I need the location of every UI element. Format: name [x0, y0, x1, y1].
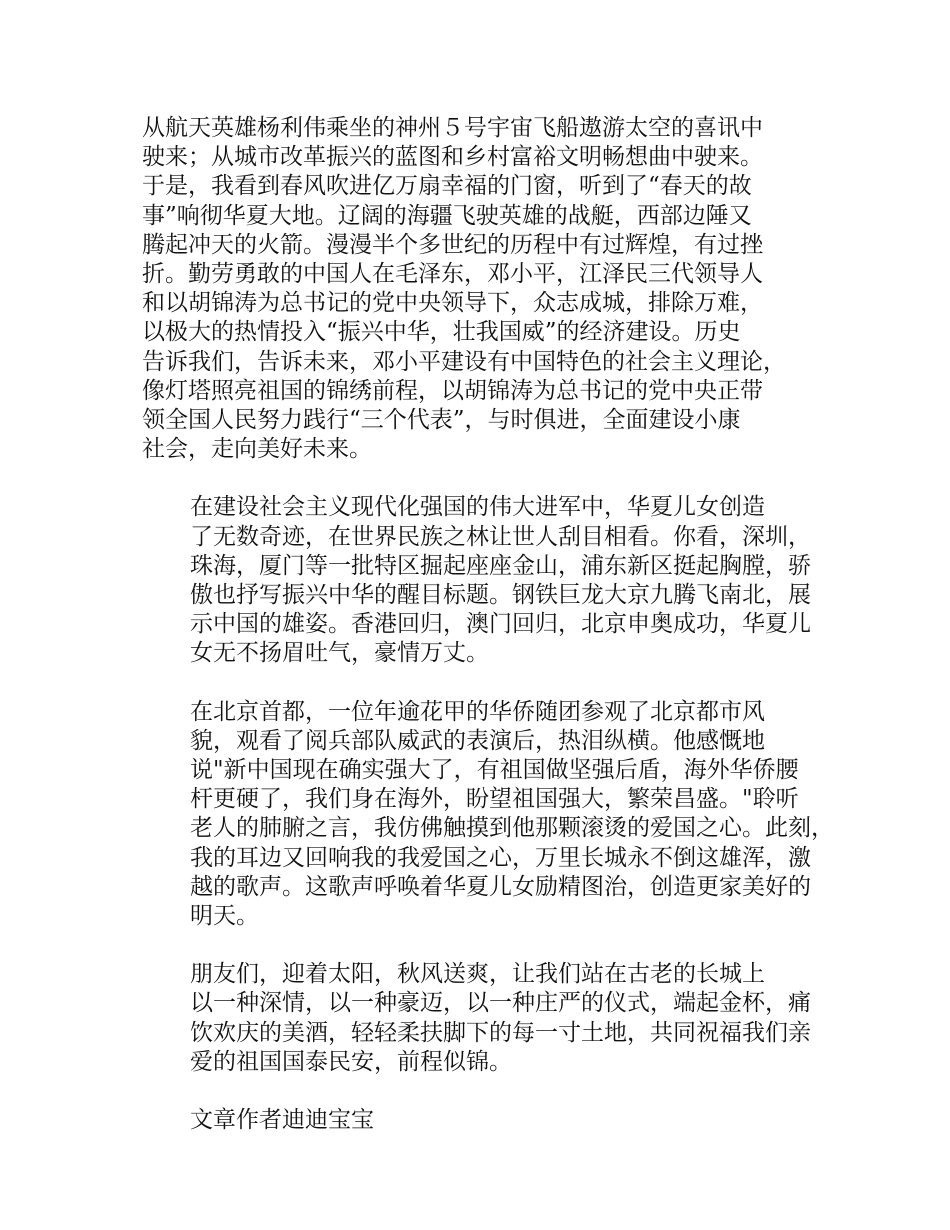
text-line: 爱的祖国国泰民安，前程似锦。 [190, 1048, 512, 1075]
text-line: 折。勤劳勇敢的中国人在毛泽东，邓小平，江泽民三代领导人 [142, 261, 763, 288]
text-line: 饮欢庆的美酒，轻轻柔扶脚下的每一寸土地，共同祝福我们亲 [190, 1019, 811, 1046]
text-line: 于是，我看到春风吹进亿万扇幸福的门窗，听到了“春天的故 [142, 173, 752, 200]
paragraph [142, 960, 832, 1077]
text-line: 了无数奇迹，在世界民族之林让世人刮目相看。你看，深圳， [190, 523, 811, 550]
text-line: 以极大的热情投入“振兴中华，壮我国威”的经济建设。历史 [142, 319, 741, 346]
text-line: 朋友们，迎着太阳，秋风送爽，让我们站在古老的长城上 [190, 961, 765, 988]
text-line: 和以胡锦涛为总书记的党中央领导下，众志成城，排除万难， [142, 290, 763, 317]
text-line: 珠海，厦门等一批特区掘起座座金山，浦东新区挺起胸膛，骄 [190, 552, 811, 579]
article-body [142, 114, 832, 1164]
text-line: 事”响彻华夏大地。辽阔的海疆飞驶英雄的战艇，西部边陲又 [142, 202, 752, 229]
text-line: 女无不扬眉吐气，豪情万丈。 [190, 640, 489, 667]
paragraph [142, 493, 832, 668]
text-line: 杆更硬了，我们身在海外，盼望祖国强大，繁荣昌盛。"聆听 [190, 786, 799, 813]
text-line: 在北京首都，一位年逾花甲的华侨随团参观了北京都市风 [190, 698, 765, 725]
text-line: 老人的肺腑之言，我仿佛触摸到他那颗滚烫的爱国之心。此刻， [190, 815, 834, 842]
paragraph [142, 114, 832, 464]
text-line: 示中国的雄姿。香港回归，澳门回归，北京申奥成功，华夏儿 [190, 611, 811, 638]
text-line: 以一种深情，以一种豪迈，以一种庄严的仪式，端起金杯，痛 [190, 990, 811, 1017]
text-line: 说"新中国现在确实强大了，有祖国做坚强后盾，海外华侨腰 [190, 757, 799, 784]
text-line: 从航天英雄杨利伟乘坐的神州５号宇宙飞船遨游太空的喜讯中 [142, 115, 763, 141]
paragraph [142, 698, 832, 932]
author-line [142, 1106, 832, 1135]
text-line: 像灯塔照亮祖国的锦绣前程，以胡锦涛为总书记的党中央正带 [142, 377, 763, 404]
text-line: 越的歌声。这歌声呼唤着华夏儿女励精图治，创造更家美好的 [190, 873, 811, 900]
text-line: 貌，观看了阅兵部队威武的表演后，热泪纵横。他感慨地 [190, 727, 765, 754]
text-line: 驶来；从城市改革振兴的蓝图和乡村富裕文明畅想曲中驶来。 [142, 144, 763, 171]
text-line: 傲也抒写振兴中华的醒目标题。钢铁巨龙大京九腾飞南北，展 [190, 582, 811, 609]
text-line: 社会，走向美好未来。 [142, 436, 372, 463]
text-line: 在建设社会主义现代化强国的伟大进军中，华夏儿女创造 [190, 494, 765, 521]
text-line: 领全国人民努力践行“三个代表”，与时俱进，全面建设小康 [142, 407, 741, 434]
text-line: 告诉我们，告诉未来，邓小平建设有中国特色的社会主义理论， [142, 348, 786, 375]
text-line: 我的耳边又回响我的我爱国之心，万里长城永不倒这雄浑，激 [190, 844, 811, 871]
text-line: 明天。 [190, 903, 259, 930]
text-line: 腾起冲天的火箭。漫漫半个多世纪的历程中有过辉煌，有过挫 [142, 231, 763, 258]
text-line: 文章作者迪迪宝宝 [190, 1107, 374, 1134]
